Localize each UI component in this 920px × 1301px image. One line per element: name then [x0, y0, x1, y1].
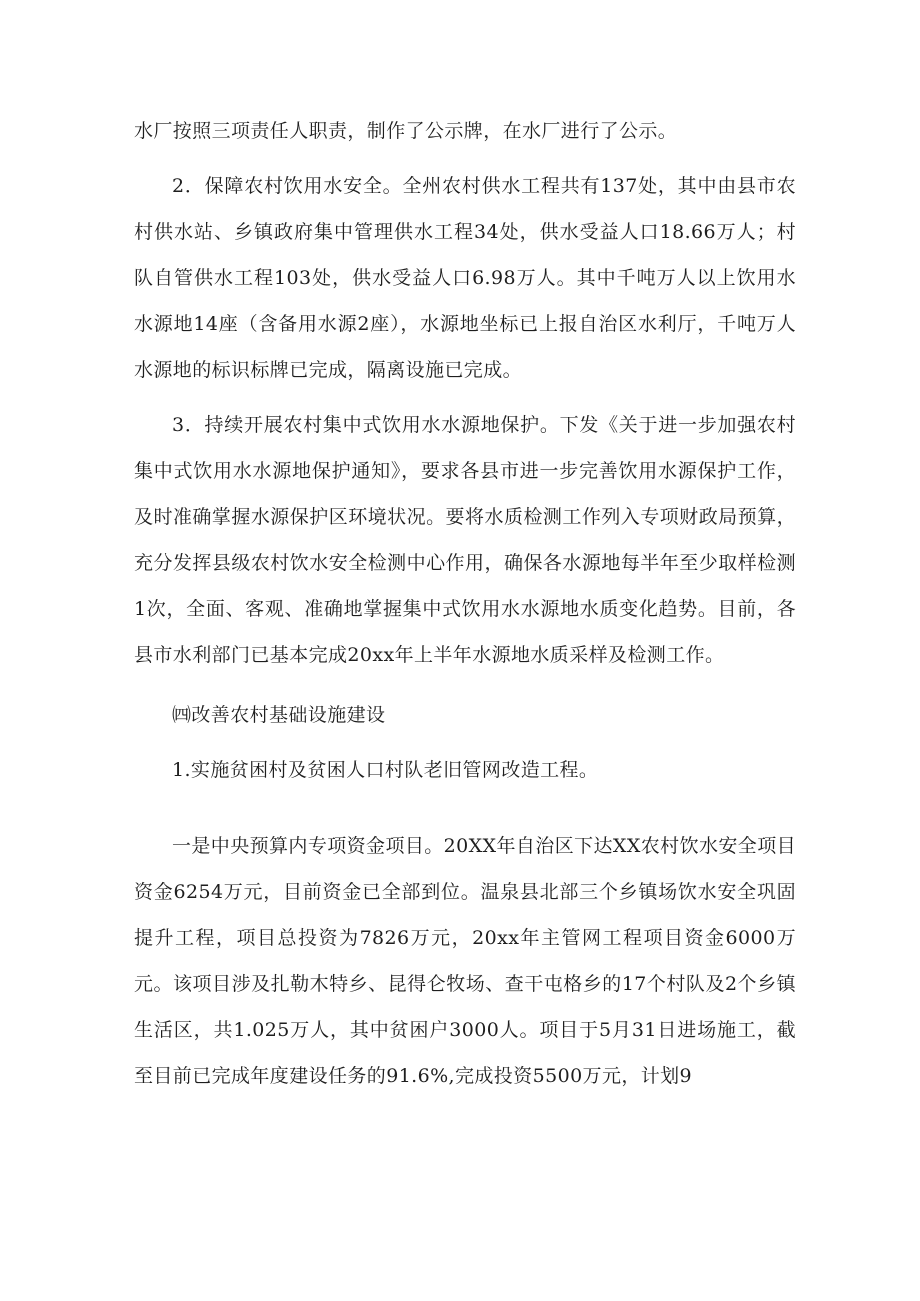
paragraph-water-source-protection: 3．持续开展农村集中式饮用水水源地保护。下发《关于进一步加强农村集中式饮用水水源地保护通知》，要求各县市进一步完善饮用水源保护工作，及时准确掌握水源保护区环境状况。要将水质检测工作列入专项财政局预算，充分发挥县级农村饮水安全检测中心作用，确保各水源地每半年至少取样检测1次，全面、客观、准确地掌握集中式饮用水水源地水质变化趋势。目前，各县市水利部门已基本完成20xx年上半年水源地水质采样及检测工作。: [134, 414, 796, 666]
paragraph-rural-drinking-water-safety: 2．保障农村饮用水安全。全州农村供水工程共有137处，其中由县市农村供水站、乡镇政府集中管理供水工程34处，供水受益人口18.66万人；村队自管供水工程103处，供水受益人口6.98万人。其中千吨万人以上饮用水水源地14座（含备用水源2座），水源地坐标已上报自治区水利厅，千吨万人水源地的标识标牌已完成，隔离设施已完成。: [134, 175, 796, 381]
paragraph-continuation: 水厂按照三项责任人职责，制作了公示牌，在水厂进行了公示。: [134, 120, 678, 142]
document-body: [134, 108, 796, 1099]
paragraph-central-budget-project: 一是中央预算内专项资金项目。20XX年自治区下达XX农村饮水安全项目资金6254万元，目前资金已全部到位。温泉县北部三个乡镇场饮水安全巩固提升工程，项目总投资为7826万元，20xx年主管网工程项目资金6000万元。该项目涉及扎勒木特乡、昆得仑牧场、查干屯格乡的17个村队及2个乡镇生活区，共1.025万人，其中贫困户3000人。项目于5月31日进场施工，截至目前已完成年度建设任务的91.6%,完成投资5500万元，计划9: [134, 835, 796, 1087]
subsection-heading-pipe-network: 1.实施贫困村及贫困人口村队老旧管网改造工程。: [172, 759, 599, 781]
section-heading-infrastructure: ㈣改善农村基础设施建设: [172, 704, 386, 726]
